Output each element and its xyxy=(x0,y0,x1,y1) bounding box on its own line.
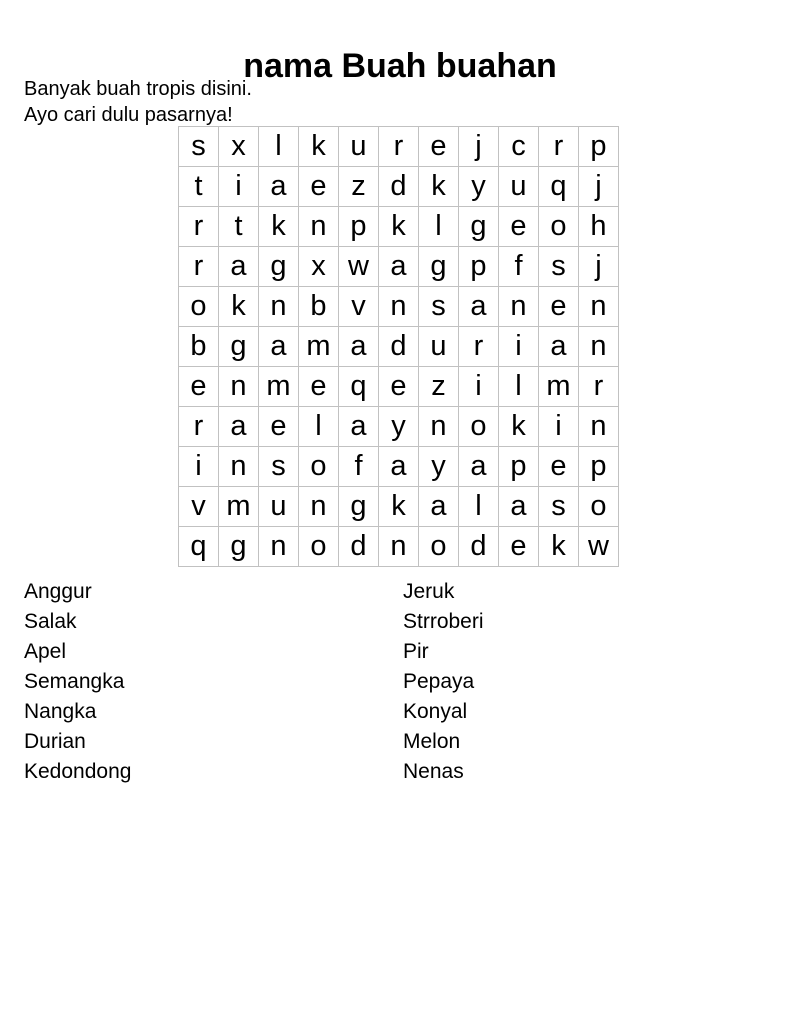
grid-cell[interactable]: a xyxy=(459,447,499,487)
grid-cell[interactable]: a xyxy=(339,327,379,367)
grid-row xyxy=(179,247,619,287)
grid-cell[interactable]: d xyxy=(459,527,499,567)
grid-cell[interactable]: k xyxy=(219,287,259,327)
grid-cell[interactable]: d xyxy=(379,167,419,207)
grid-cell[interactable]: k xyxy=(299,127,339,167)
grid-cell[interactable]: n xyxy=(259,287,299,327)
grid-cell[interactable]: v xyxy=(339,287,379,327)
grid-cell[interactable]: f xyxy=(499,247,539,287)
grid-cell[interactable]: b xyxy=(299,287,339,327)
grid-cell[interactable]: j xyxy=(459,127,499,167)
word-search-grid xyxy=(178,126,619,567)
grid-cell[interactable]: n xyxy=(579,407,619,447)
page-title: nama Buah buahan xyxy=(243,46,557,85)
grid-cell[interactable]: i xyxy=(459,367,499,407)
grid-cell[interactable]: a xyxy=(219,247,259,287)
word-item: Apel xyxy=(24,640,67,663)
grid-cell[interactable]: k xyxy=(419,167,459,207)
grid-cell[interactable]: e xyxy=(499,527,539,567)
grid-cell[interactable]: c xyxy=(499,127,539,167)
grid-cell[interactable]: y xyxy=(459,167,499,207)
grid-cell[interactable]: n xyxy=(219,367,259,407)
grid-cell[interactable]: m xyxy=(299,327,339,367)
grid-cell[interactable]: p xyxy=(579,447,619,487)
grid-cell[interactable]: g xyxy=(339,487,379,527)
grid-cell[interactable]: a xyxy=(259,327,299,367)
grid-cell[interactable]: q xyxy=(339,367,379,407)
grid-cell[interactable]: e xyxy=(179,367,219,407)
grid-cell[interactable]: n xyxy=(419,407,459,447)
word-item: Durian xyxy=(24,730,86,753)
grid-cell[interactable]: j xyxy=(579,247,619,287)
grid-cell[interactable]: g xyxy=(219,527,259,567)
word-item: Pir xyxy=(403,640,429,663)
word-item: Anggur xyxy=(24,580,92,603)
grid-row xyxy=(179,407,619,447)
grid-cell[interactable]: l xyxy=(499,367,539,407)
grid-cell[interactable]: r xyxy=(179,207,219,247)
grid-cell[interactable]: a xyxy=(499,487,539,527)
grid-cell[interactable]: o xyxy=(179,287,219,327)
grid-cell[interactable]: h xyxy=(579,207,619,247)
grid-cell[interactable]: e xyxy=(299,167,339,207)
grid-cell[interactable]: n xyxy=(219,447,259,487)
grid-cell[interactable]: l xyxy=(459,487,499,527)
grid-cell[interactable]: v xyxy=(179,487,219,527)
grid-cell[interactable]: o xyxy=(539,207,579,247)
grid-cell[interactable]: s xyxy=(419,287,459,327)
grid-cell[interactable]: e xyxy=(499,207,539,247)
grid-cell[interactable]: e xyxy=(259,407,299,447)
grid-cell[interactable]: r xyxy=(179,247,219,287)
grid-cell[interactable]: e xyxy=(299,367,339,407)
grid-cell[interactable]: u xyxy=(259,487,299,527)
word-item: Kedondong xyxy=(24,760,132,783)
grid-cell[interactable]: y xyxy=(379,407,419,447)
grid-cell[interactable]: f xyxy=(339,447,379,487)
grid-cell[interactable]: k xyxy=(539,527,579,567)
grid-cell[interactable]: r xyxy=(379,127,419,167)
grid-cell[interactable]: z xyxy=(419,367,459,407)
grid-cell[interactable]: a xyxy=(219,407,259,447)
grid-cell[interactable]: o xyxy=(299,447,339,487)
grid-cell[interactable]: l xyxy=(419,207,459,247)
grid-cell[interactable]: s xyxy=(259,447,299,487)
word-item: Semangka xyxy=(24,670,125,693)
grid-cell[interactable]: g xyxy=(419,247,459,287)
grid-row xyxy=(179,287,619,327)
grid-cell[interactable]: g xyxy=(259,247,299,287)
grid-row xyxy=(179,527,619,567)
grid-cell[interactable]: p xyxy=(579,127,619,167)
grid-row xyxy=(179,487,619,527)
grid-cell[interactable]: o xyxy=(459,407,499,447)
word-search-grid-body xyxy=(179,127,619,567)
grid-cell[interactable]: a xyxy=(339,407,379,447)
word-list-right xyxy=(403,577,484,787)
grid-cell[interactable]: l xyxy=(259,127,299,167)
grid-cell[interactable]: a xyxy=(419,487,459,527)
grid-cell[interactable]: o xyxy=(579,487,619,527)
grid-cell[interactable]: p xyxy=(339,207,379,247)
word-list-left xyxy=(24,577,131,787)
subtitle-line-2: Ayo cari dulu pasarnya! xyxy=(24,104,233,126)
grid-cell[interactable]: u xyxy=(339,127,379,167)
grid-cell[interactable]: n xyxy=(259,527,299,567)
grid-cell[interactable]: k xyxy=(499,407,539,447)
word-item: Salak xyxy=(24,610,77,633)
grid-cell[interactable]: z xyxy=(339,167,379,207)
word-item: Melon xyxy=(403,730,461,753)
grid-cell[interactable]: s xyxy=(539,487,579,527)
grid-cell[interactable]: d xyxy=(379,327,419,367)
grid-cell[interactable]: e xyxy=(539,287,579,327)
grid-cell[interactable]: n xyxy=(579,327,619,367)
grid-cell[interactable]: a xyxy=(539,327,579,367)
grid-cell[interactable]: p xyxy=(459,247,499,287)
grid-cell[interactable]: g xyxy=(459,207,499,247)
grid-cell[interactable]: m xyxy=(539,367,579,407)
grid-cell[interactable]: w xyxy=(579,527,619,567)
grid-cell[interactable]: a xyxy=(379,447,419,487)
grid-cell[interactable]: n xyxy=(299,487,339,527)
grid-cell[interactable]: y xyxy=(419,447,459,487)
grid-cell[interactable]: k xyxy=(259,207,299,247)
grid-cell[interactable]: o xyxy=(419,527,459,567)
grid-cell[interactable]: s xyxy=(539,247,579,287)
grid-cell[interactable]: a xyxy=(379,247,419,287)
grid-cell[interactable]: u xyxy=(499,167,539,207)
grid-row xyxy=(179,367,619,407)
grid-cell[interactable]: r xyxy=(459,327,499,367)
grid-cell[interactable]: j xyxy=(579,167,619,207)
grid-cell[interactable]: q xyxy=(539,167,579,207)
grid-cell[interactable]: w xyxy=(339,247,379,287)
grid-cell[interactable]: e xyxy=(539,447,579,487)
grid-row xyxy=(179,447,619,487)
subtitle xyxy=(24,76,252,128)
grid-cell[interactable]: n xyxy=(379,287,419,327)
word-item: Konyal xyxy=(403,700,468,723)
subtitle-line-1: Banyak buah tropis disini. xyxy=(24,78,252,100)
grid-cell[interactable]: x xyxy=(299,247,339,287)
grid-cell[interactable]: o xyxy=(299,527,339,567)
grid-cell[interactable]: m xyxy=(259,367,299,407)
grid-cell[interactable]: n xyxy=(499,287,539,327)
grid-cell[interactable]: a xyxy=(259,167,299,207)
grid-cell[interactable]: k xyxy=(379,487,419,527)
grid-cell[interactable]: i xyxy=(499,327,539,367)
grid-cell[interactable]: r xyxy=(579,367,619,407)
grid-cell[interactable]: b xyxy=(179,327,219,367)
grid-cell[interactable]: l xyxy=(299,407,339,447)
grid-cell[interactable]: i xyxy=(179,447,219,487)
word-item: Jeruk xyxy=(403,580,455,603)
grid-cell[interactable]: r xyxy=(179,407,219,447)
grid-cell[interactable]: k xyxy=(379,207,419,247)
grid-cell[interactable]: n xyxy=(579,287,619,327)
grid-cell[interactable]: e xyxy=(379,367,419,407)
grid-cell[interactable]: x xyxy=(219,127,259,167)
grid-cell[interactable]: q xyxy=(179,527,219,567)
word-item: Nenas xyxy=(403,760,464,783)
grid-cell[interactable]: t xyxy=(219,207,259,247)
grid-row xyxy=(179,127,619,167)
grid-row xyxy=(179,207,619,247)
grid-cell[interactable]: n xyxy=(299,207,339,247)
grid-cell[interactable]: r xyxy=(539,127,579,167)
grid-cell[interactable]: m xyxy=(219,487,259,527)
grid-cell[interactable]: n xyxy=(379,527,419,567)
grid-cell[interactable]: e xyxy=(419,127,459,167)
grid-cell[interactable]: i xyxy=(219,167,259,207)
word-item: Strroberi xyxy=(403,610,484,633)
grid-cell[interactable]: p xyxy=(499,447,539,487)
grid-row xyxy=(179,167,619,207)
grid-cell[interactable]: t xyxy=(179,167,219,207)
word-item: Nangka xyxy=(24,700,97,723)
grid-cell[interactable]: i xyxy=(539,407,579,447)
grid-cell[interactable]: u xyxy=(419,327,459,367)
grid-cell[interactable]: g xyxy=(219,327,259,367)
grid-cell[interactable]: s xyxy=(179,127,219,167)
grid-row xyxy=(179,327,619,367)
word-item: Pepaya xyxy=(403,670,475,693)
grid-cell[interactable]: d xyxy=(339,527,379,567)
grid-cell[interactable]: a xyxy=(459,287,499,327)
